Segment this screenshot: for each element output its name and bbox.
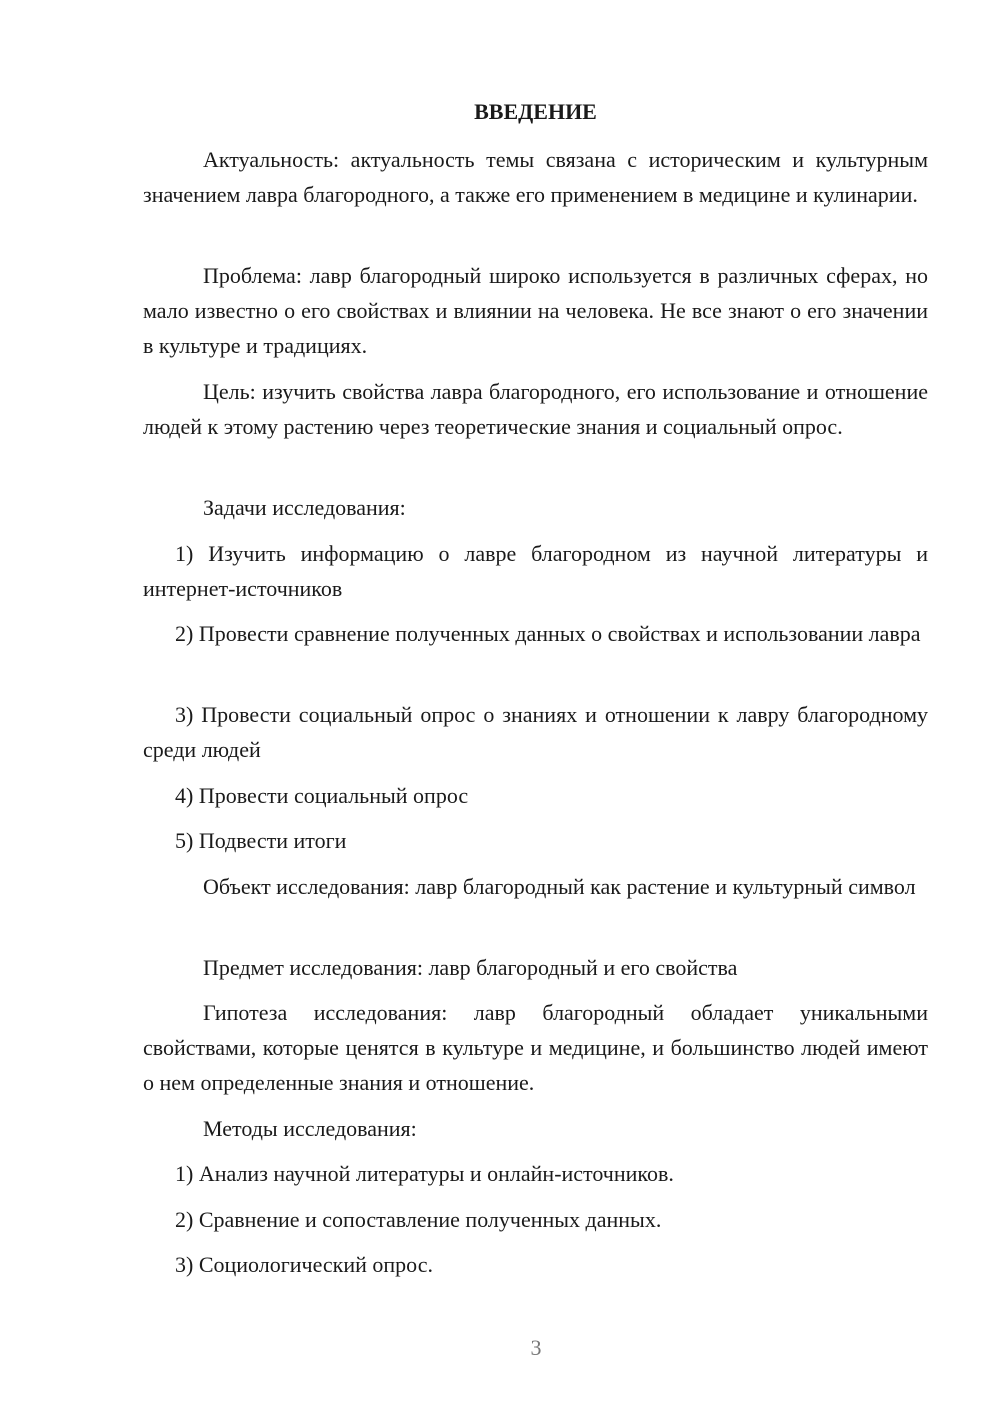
paragraph-goal: Цель: изучить свойства лавра благородного, его использование и отношение людей к этому растению через теоретические знания и социальный опрос. — [143, 379, 928, 439]
task-item-2: 2) Провести сравнение полученных данных о свойствах и использовании лавра — [175, 621, 921, 646]
paragraph-problem: Проблема: лавр благородный широко используется в различных сферах, но мало известно о его свойствах и влиянии на человека. Не все знают о его значении в культуре и традициях. — [143, 263, 928, 358]
method-item-1: 1) Анализ научной литературы и онлайн-источников. — [175, 1161, 674, 1186]
paragraph-relevance: Актуальность: актуальность темы связана с историческим и культурным значением лавра благородного, а также его применением в медицине и кулинарии. — [143, 147, 928, 207]
section-heading: ВВЕДЕНИЕ — [474, 99, 597, 124]
paragraph-subject: Предмет исследования: лавр благородный и его свойства — [203, 955, 738, 980]
page-number: 3 — [530, 1335, 542, 1360]
paragraph-object: Объект исследования: лавр благородный как растение и культурный символ — [203, 874, 916, 899]
task-item-3: 3) Провести социальный опрос о знаниях и отношении к лавру благородному среди людей — [143, 702, 928, 762]
paragraph-tasks-title: Задачи исследования: — [203, 495, 406, 520]
method-item-3: 3) Социологический опрос. — [175, 1252, 433, 1277]
task-item-4: 4) Провести социальный опрос — [175, 783, 469, 808]
paragraph-hypothesis: Гипотеза исследования: лавр благородный обладает уникальными свойствами, которые ценятся в культуре и медицине, и большинство людей имеют о нем определенные знания и отношение. — [143, 1000, 928, 1095]
task-item-5: 5) Подвести итоги — [175, 828, 347, 853]
paragraph-methods-title: Методы исследования: — [203, 1116, 417, 1141]
task-item-1: 1) Изучить информацию о лавре благородном из научной литературы и интернет-источников — [143, 541, 928, 601]
method-item-2: 2) Сравнение и сопоставление полученных данных. — [175, 1207, 662, 1232]
